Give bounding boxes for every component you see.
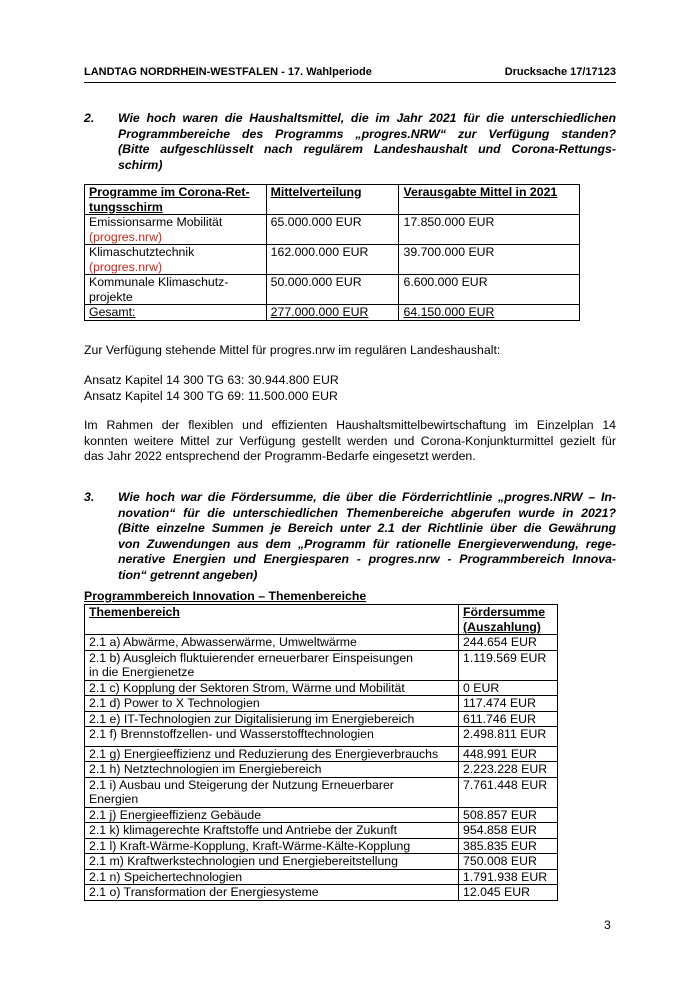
- cell-bereich: 2.1 m) Kraftwerkstechnologien und Energiebereitstellung: [85, 854, 459, 870]
- question-2-number: 2.: [84, 111, 95, 125]
- cell-bereich: 2.1 d) Power to X Technologien: [85, 696, 459, 712]
- cell-summe: 1.791.938 EUR: [459, 869, 558, 885]
- cell-bereich: 2.1 f) Brennstoffzellen- und Wasserstofftechnologien: [85, 727, 459, 747]
- table-row: [85, 885, 558, 901]
- cell-bereich: 2.1 b) Ausgleich fluktuierender erneuerbarer Einspeisungen in die Energienetze: [85, 650, 459, 680]
- row-mittel: 162.000.000 EUR: [266, 245, 399, 275]
- programme-note: (progres.nrw): [89, 259, 163, 274]
- table-row: [85, 727, 558, 747]
- cell-bereich: 2.1 g) Energieeffizienz und Reduzierung des Energieverbrauchs: [85, 746, 459, 762]
- row-verausgabt: 39.700.000 EUR: [399, 245, 580, 275]
- question-2-line: Programmbereiche des Programms „progres.NRW“ zur Verfügung standen?: [118, 126, 616, 141]
- table-row: [85, 854, 558, 870]
- question-3-line: novation“ für die unterschiedlichen Themenbereiche abgerufen wurde in 2021?: [118, 505, 616, 520]
- header-parliament: LANDTAG NORDRHEIN-WESTFALEN - 17. Wahlperiode: [84, 66, 372, 78]
- row-mittel: 65.000.000 EUR: [266, 215, 399, 245]
- ansatz-63: Ansatz Kapitel 14 300 TG 63: 30.944.800 EUR: [84, 373, 339, 387]
- cell-summe: 750.008 EUR: [459, 854, 558, 870]
- question-3-line: nerative Energien und Energiesparen - progres.nrw - Programmbereich Innova-: [118, 552, 616, 566]
- header-divider: [84, 82, 616, 83]
- table-row: [85, 215, 580, 245]
- row-verausgabt: 17.850.000 EUR: [399, 215, 580, 245]
- cell-bereich: 2.1 e) IT-Technologien zur Digitalisierung im Energiebereich: [85, 711, 459, 727]
- table-2-caption: Programmbereich Innovation – Themenbereiche: [84, 589, 367, 603]
- question-2: [84, 111, 616, 173]
- innovation-table: [84, 604, 558, 901]
- table-row: [85, 746, 558, 762]
- cell-summe: 7.761.448 EUR: [459, 777, 558, 807]
- programme-name: Emissionsarme Mobilität: [89, 215, 223, 229]
- cell-summe: 12.045 EUR: [459, 885, 558, 901]
- table-row: [85, 762, 558, 778]
- cell-bereich: 2.1 h) Netztechnologien im Energiebereich: [85, 762, 459, 778]
- cell-summe: 448.991 EUR: [459, 746, 558, 762]
- cell-bereich: 2.1 j) Energieeffizienz Gebäude: [85, 807, 459, 823]
- cell-bereich: 2.1 n) Speichertechnologien: [85, 869, 459, 885]
- header-verausgabt: Verausgabte Mittel in 2021: [399, 185, 580, 215]
- cell-summe: 0 EUR: [459, 680, 558, 696]
- question-2-line: Wie hoch waren die Haushaltsmittel, die im Jahr 2021 für die unterschiedlichen: [118, 111, 616, 125]
- row-name: [85, 245, 267, 275]
- header-programme: Programme im Corona-Ret- tungsschirm: [85, 185, 267, 215]
- page-number: 3: [604, 918, 611, 932]
- programme-name: Klimaschutztechnik: [89, 245, 195, 259]
- ansatz-69: Ansatz Kapitel 14 300 TG 69: 11.500.000 EUR: [84, 388, 338, 403]
- cell-summe: 2.223.228 EUR: [459, 762, 558, 778]
- header-mittelverteilung: Mittelverteilung: [266, 185, 399, 215]
- cell-bereich: 2.1 o) Transformation der Energiesysteme: [85, 885, 459, 901]
- question-3-line: tion“ getrennt angeben): [118, 567, 258, 582]
- cell-summe: 117.474 EUR: [459, 696, 558, 712]
- question-3-line: von Zuwendungen aus dem „Programm für rationelle Energieverwendung, rege-: [118, 536, 616, 551]
- table-row: [85, 777, 558, 807]
- table-row: [85, 711, 558, 727]
- row-name: [85, 215, 267, 245]
- question-3: [84, 490, 616, 583]
- header-foerdersumme: Fördersumme (Auszahlung): [459, 605, 558, 635]
- question-3-line: Wie hoch war die Fördersumme, die über die Förderrichtlinie „progres.NRW – In-: [118, 490, 616, 504]
- total-mittel: 277.000.000 EUR: [266, 305, 399, 321]
- table-row: [85, 275, 580, 305]
- cell-bereich: 2.1 a) Abwärme, Abwasserwärme, Umweltwärme: [85, 635, 459, 651]
- row-verausgabt: 6.600.000 EUR: [399, 275, 580, 305]
- cell-bereich: 2.1 c) Kopplung der Sektoren Strom, Wärme und Mobilität: [85, 680, 459, 696]
- paragraph-landeshaushalt: Zur Verfügung stehende Mittel für progres.nrw im regulären Landeshaushalt:: [84, 343, 501, 357]
- programme-note: (progres.nrw): [89, 229, 163, 244]
- cell-summe: 508.857 EUR: [459, 807, 558, 823]
- cell-summe: 244.654 EUR: [459, 635, 558, 651]
- table-header-row: [85, 185, 580, 215]
- paragraph-haushaltsmittel: [84, 418, 616, 465]
- question-3-number: 3.: [84, 490, 95, 504]
- question-2-line: schirm): [118, 157, 163, 172]
- cell-summe: 954.858 EUR: [459, 823, 558, 839]
- paragraph-line: Im Rahmen der flexiblen und effizienten Haushaltsmittelbewirtschaftung im Einzelplan 14: [84, 418, 616, 432]
- table-header-row: [85, 605, 558, 635]
- table-row: [85, 680, 558, 696]
- total-label: Gesamt:: [85, 305, 267, 321]
- table-row: [85, 823, 558, 839]
- table-row: [85, 696, 558, 712]
- cell-bereich: 2.1 k) klimagerechte Kraftstoffe und Antriebe der Zukunft: [85, 823, 459, 839]
- total-verausgabt: 64.150.000 EUR: [399, 305, 580, 321]
- cell-summe: 611.746 EUR: [459, 711, 558, 727]
- cell-summe: 385.835 EUR: [459, 838, 558, 854]
- header-document-number: Drucksache 17/17123: [504, 66, 616, 78]
- table-row: [85, 838, 558, 854]
- row-name: Kommunale Klimaschutz- projekte: [85, 275, 267, 305]
- table-row: [85, 869, 558, 885]
- question-3-line: (Bitte einzelne Summen je Bereich unter 2.1 der Richtlinie über die Gewährung: [118, 521, 616, 535]
- paragraph-line: konnten weitere Mittel zur Verfügung gestellt werden und Corona-Konjunkturmittel gezielt für: [84, 433, 616, 448]
- paragraph-line: das Jahr 2022 entsprechend der Programm-Bedarfe eingesetzt werden.: [84, 449, 476, 463]
- cell-bereich: 2.1 i) Ausbau und Steigerung der Nutzung Erneuerbarer Energien: [85, 777, 459, 807]
- row-mittel: 50.000.000 EUR: [266, 275, 399, 305]
- table-row: [85, 245, 580, 275]
- table-row: [85, 635, 558, 651]
- question-2-line: (Bitte aufgeschlüsselt nach regulärem Landeshaushalt und Corona-Rettungs-: [118, 142, 616, 156]
- ansatz-block: [84, 373, 616, 404]
- page-header: [84, 66, 616, 80]
- corona-funds-table: [84, 184, 580, 321]
- header-themenbereich: Themenbereich: [85, 605, 459, 635]
- table-row: [85, 807, 558, 823]
- table-row: [85, 650, 558, 680]
- cell-summe: 1.119.569 EUR: [459, 650, 558, 680]
- table-total-row: [85, 305, 580, 321]
- cell-summe: 2.498.811 EUR: [459, 727, 558, 747]
- cell-bereich: 2.1 l) Kraft-Wärme-Kopplung, Kraft-Wärme-Kälte-Kopplung: [85, 838, 459, 854]
